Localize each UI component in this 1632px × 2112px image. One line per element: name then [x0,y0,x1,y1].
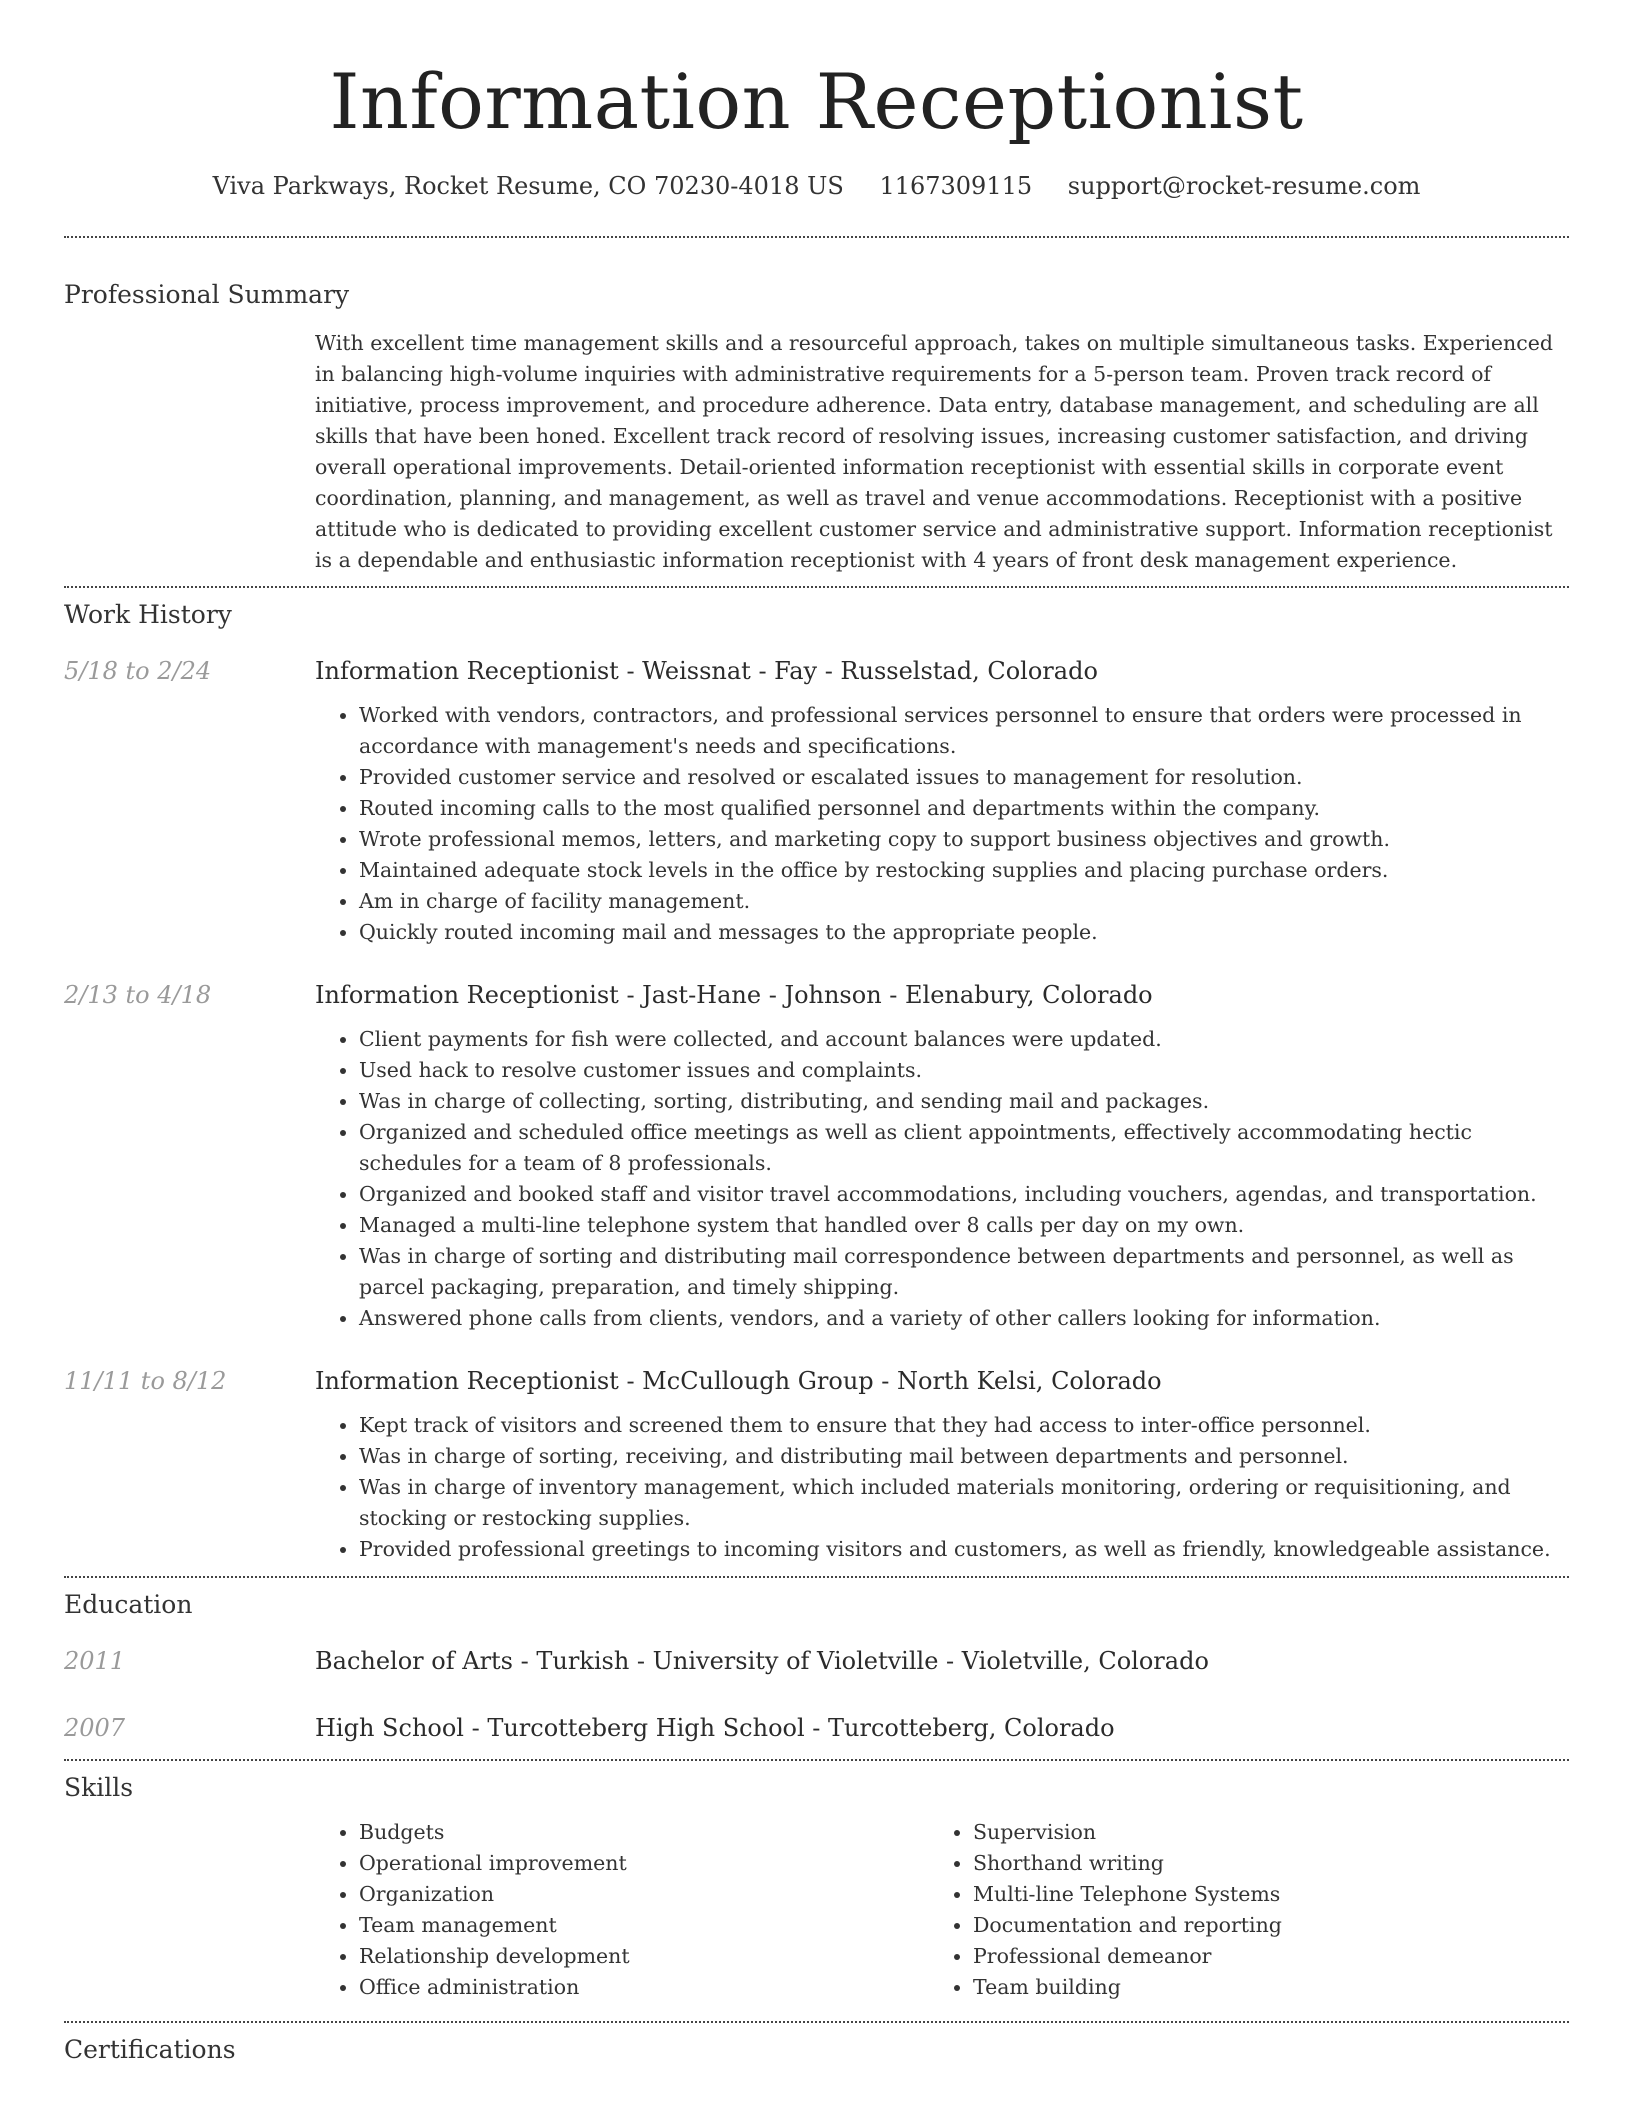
skills-row [64,1817,1569,2003]
skill-item: • Organization [359,1879,929,1910]
contact-address: Viva Parkways, Rocket Resume, CO 70230-4018 US [212,172,844,200]
work-dates: 5/18 to 2/24 [64,657,212,685]
skill-item: • Supervision [973,1817,1543,1848]
job-bullet: • Used hack to resolve customer issues and complaints. [359,1055,1569,1086]
contact-phone: 1167309115 [879,172,1033,200]
skill-item: • Documentation and reporting [973,1910,1543,1941]
education-entry [64,1711,1569,1745]
job-bullet: • Worked with vendors, contractors, and professional services personnel to ensure that orders were processed in accordance with management's needs and specifications. [359,700,1569,762]
job-heading: Information Receptionist - McCullough Group - North Kelsi, Colorado [315,1367,1162,1395]
skills-list-right [929,1817,1543,2003]
job-bullet: • Am in charge of facility management. [359,886,1569,917]
education-degree: High School [315,1714,464,1742]
education-year: 2007 [64,1714,126,1742]
job-bullet: • Was in charge of inventory management, which included materials monitoring, ordering or requisitioning, and stocking or restocking supplies. [359,1472,1569,1534]
job-bullet: • Client payments for fish were collected, and account balances were updated. [359,1024,1569,1055]
skill-item: • Operational improvement [359,1848,929,1879]
education-year: 2011 [64,1647,126,1675]
skill-item: • Shorthand writing [973,1848,1543,1879]
job-bullet: • Wrote professional memos, letters, and marketing copy to support business objectives and growth. [359,824,1569,855]
skill-item: • Office administration [359,1972,929,2003]
resume-name: Information Receptionist [329,57,1304,146]
education-list [64,1644,1569,1745]
work-entry [64,978,1569,1334]
work-history-list [64,654,1569,1565]
job-bullet: • Maintained adequate stock levels in the office by restocking supplies and placing purchase orders. [359,855,1569,886]
job-bullet: • Provided professional greetings to incoming visitors and customers, as well as friendly, knowledgeable assistance. [359,1534,1569,1565]
job-bullets [315,1410,1569,1565]
job-bullet: • Quickly routed incoming mail and messages to the appropriate people. [359,917,1569,948]
skill-item: • Team management [359,1910,929,1941]
work-dates: 2/13 to 4/18 [64,981,212,1009]
job-bullet: • Answered phone calls from clients, vendors, and a variety of other callers looking for information. [359,1303,1569,1334]
job-heading: Information Receptionist - Weissnat - Fay - Russelstad, Colorado [315,657,1098,685]
job-bullets [315,1024,1569,1334]
resume-page [64,0,1569,2067]
skills-list-left [315,1817,929,2003]
section-title-education: Education [64,1590,193,1619]
job-heading: Information Receptionist - Jast-Hane - Johnson - Elenabury, Colorado [315,981,1153,1009]
section-title-skills: Skills [64,1773,134,1802]
job-bullet: • Routed incoming calls to the most qualified personnel and departments within the company. [359,793,1569,824]
summary-text: With excellent time management skills and a resourceful approach, takes on multiple simultaneous tasks. Experienced in balancing high-volume inquiries with administrative requirements for a 5-person team. Proven track record of initiative, process improvement, and procedure adherence. Data entry, database management, and scheduling are all skills that have been honed. Excellent track record of resolving issues, increasing customer satisfaction, and driving overall operational improvements. Detail-oriented information receptionist with essential skills in corporate event coordination, planning, and management, as well as travel and venue accommodations. Receptionist with a positive attitude who is dedicated to providing excellent customer service and administrative support. Information receptionist is a dependable and enthusiastic information receptionist with 4 years of front desk management experience. [315,331,1553,572]
section-divider [64,1759,1569,1761]
skill-item: • Professional demeanor [973,1941,1543,1972]
job-bullet: • Organized and scheduled office meetings as well as client appointments, effectively accommodating hectic schedules for a team of 8 professionals. [359,1117,1569,1179]
education-school: - Turcotteberg High School - Turcotteberg, Colorado [463,1714,1115,1742]
education-school: - University of Violetville - Violetville, Colorado [629,1647,1209,1675]
section-divider [64,1576,1569,1578]
job-bullet: • Was in charge of collecting, sorting, distributing, and sending mail and packages. [359,1086,1569,1117]
section-divider [64,586,1569,588]
section-title-work: Work History [64,600,232,629]
section-title-summary: Professional Summary [64,280,350,309]
skill-item: • Budgets [359,1817,929,1848]
summary-row [64,328,1569,576]
contact-line [64,170,1569,202]
skill-item: • Team building [973,1972,1543,2003]
work-dates: 11/11 to 8/12 [64,1367,227,1395]
job-bullets [315,700,1569,948]
job-bullet: • Was in charge of sorting, receiving, and distributing mail between departments and personnel. [359,1441,1569,1472]
job-bullet: • Provided customer service and resolved or escalated issues to management for resolution. [359,762,1569,793]
section-title-certifications: Certifications [64,2035,236,2064]
contact-email: support@rocket-resume.com [1067,172,1421,200]
section-divider [64,236,1569,238]
section-divider [64,2021,1569,2023]
skill-item: • Multi-line Telephone Systems [973,1879,1543,1910]
work-entry [64,654,1569,948]
skill-item: • Relationship development [359,1941,929,1972]
work-entry [64,1364,1569,1565]
job-bullet: • Was in charge of sorting and distributing mail correspondence between departments and personnel, as well as parcel packaging, preparation, and timely shipping. [359,1241,1569,1303]
job-bullet: • Managed a multi-line telephone system that handled over 8 calls per day on my own. [359,1210,1569,1241]
job-bullet: • Organized and booked staff and visitor travel accommodations, including vouchers, agendas, and transportation. [359,1179,1569,1210]
education-entry [64,1644,1569,1678]
job-bullet: • Kept track of visitors and screened them to ensure that they had access to inter-office personnel. [359,1410,1569,1441]
education-degree: Bachelor of Arts - Turkish [315,1647,630,1675]
